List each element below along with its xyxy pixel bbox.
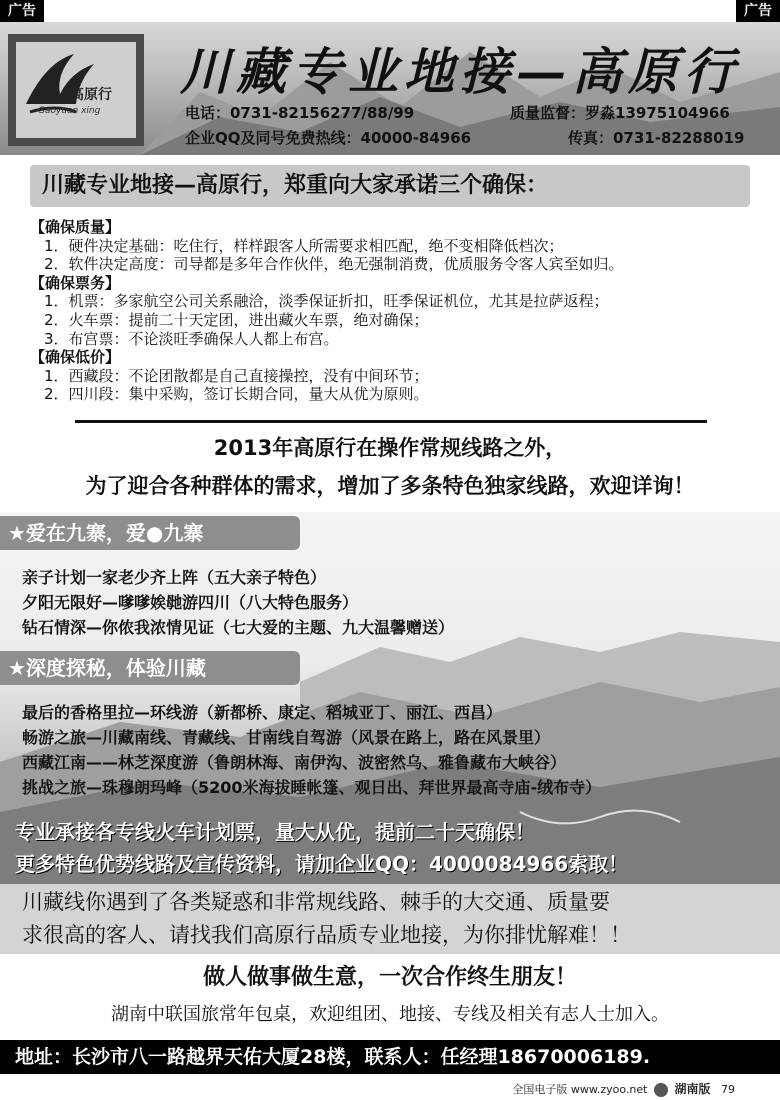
help-line-1: 川藏线你遇到了各类疑惑和非常规线路、棘手的大交通、质量要 [22,890,610,914]
route-item: 西藏江南——林芝深度游（鲁朗林海、南伊沟、波密然乌、雅鲁藏布大峡谷） [22,753,567,772]
route-item: 畅游之旅—川藏南线、青藏线、甘南线自驾游（风景在路上，路在风景里） [22,728,551,747]
divider [75,420,707,423]
footer-edition: 湖南版 [674,1082,711,1096]
slogan: 做人做事做生意，一次合作终生朋友！ [202,965,577,990]
route-item: 夕阳无限好—嗲嗲娭毑游四川（八大特色服务） [22,593,359,612]
route-item: 最后的香格里拉—环线游（新都桥、康定、稻城亚丁、丽江、西昌） [22,703,503,722]
guarantee-item: 1．机票：多家航空公司关系融洽，淡季保证折扣，旺季保证机位，尤其是拉萨返程； [44,292,609,311]
address-bar: 地址：长沙市八一路越界天佑大厦28楼，联系人：任经理18670006189. [0,1040,780,1074]
section-tag-sichuan-tibet: ★深度探秘，体验川藏 [0,651,300,685]
logo-pinyin: Gaoyuan xing [38,106,101,116]
page-footer [512,1080,735,1097]
logo [8,34,144,146]
offer-line-1: 专业承接各专线火车计划票，量大从优，提前二十天确保！ [15,820,535,844]
ad-tag-right: 广告 [736,0,780,22]
header-banner [0,22,780,155]
offer-line-2: 更多特色优势线路及宣传资料，请加企业QQ：4000084966索取！ [15,852,629,876]
guarantee-item: 2．火车票：提前二十天定团，进出藏火车票，绝对确保； [44,310,429,329]
brand-title: 川藏专业地接—高原行 [180,42,740,101]
guarantee-item: 3．布宫票：不论淡旺季确保人人都上布宫。 [44,329,339,348]
logo-name: 高原行 [70,87,112,103]
route-item: 亲子计划一家老少齐上阵（五大亲子特色） [22,568,327,587]
guarantee-category: 【确保票务】 [30,273,121,292]
guarantee-item: 1．西藏段：不论团散都是自己直接操控，没有中间环节； [44,366,429,385]
join-text: 湖南中联国旅常年包桌，欢迎组团、地接、专线及相关有志人士加入。 [111,1004,669,1025]
guarantee-list [30,218,770,404]
help-line-2: 求很高的客人、请找我们高原行品质专业地接，为你排忧解难！！ [22,923,631,947]
route-item: 钻石情深—你侬我浓情见证（七大爱的主题、九大温馨赠送） [22,618,455,637]
publication-logo-icon [654,1083,668,1097]
scenic-section [0,512,780,892]
promise-title: 川藏专业地接—高原行，郑重向大家承诺三个确保： [30,165,750,207]
guarantee-item: 1．硬件决定基础：吃住行，样样跟客人所需要求相匹配，绝不变相降低档次； [44,236,564,255]
ad-tag-left: 广告 [0,0,44,22]
intro-line-2: 为了迎合各种群体的需求，增加了多条特色独家线路，欢迎详询！ [85,474,695,498]
phone-number: 电话：0731-82156277/88/99 [185,104,415,122]
footer-text: 全国电子版 www.zyoo.net [512,1083,648,1096]
guarantee-category: 【确保质量】 [30,218,121,236]
section-tag-jiuzhai: ★爱在九寨，爱●九寨 [0,516,300,550]
fax-number: 传真：0731-82288019 [568,129,745,147]
intro-line-1: 2013年高原行在操作常规线路之外， [213,436,567,460]
guarantee-category: 【确保低价】 [30,348,121,367]
route-item: 挑战之旅—珠穆朗玛峰（5200米海拔睡帐篷、观日出、拜世界最高寺庙-绒布寺） [22,778,602,797]
help-box [0,884,780,954]
page-number: 79 [721,1083,735,1096]
quality-supervision: 质量监督：罗淼13975104966 [510,104,730,122]
guarantee-item: 2．四川段：集中采购，签订长期合同，量大从优为原则。 [44,385,429,404]
qq-hotline: 企业QQ及同号免费热线：40000-84966 [185,129,472,147]
guarantee-item: 2．软件决定高度：司导都是多年合作伙伴，绝无强制消费，优质服务令客人宾至如归。 [44,255,624,274]
